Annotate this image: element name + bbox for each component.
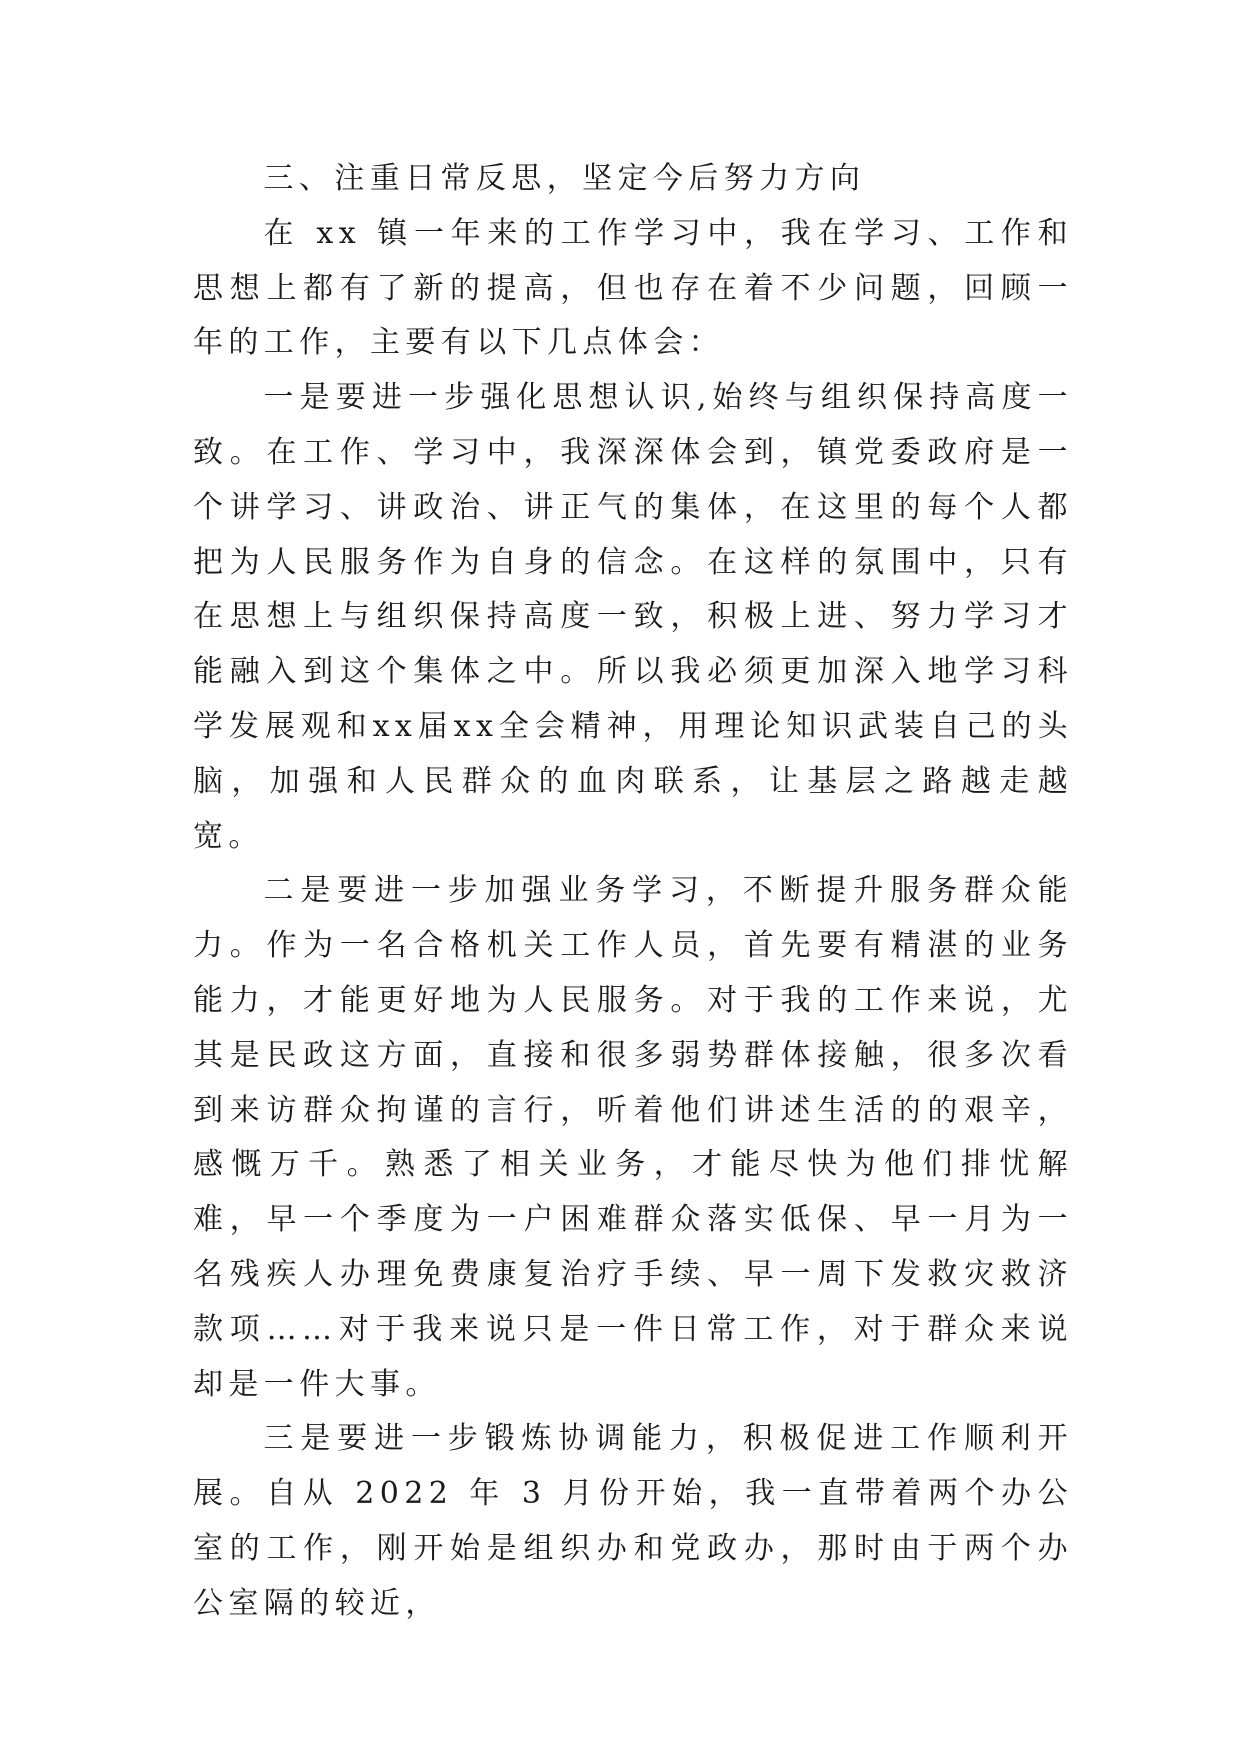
- paragraph-intro: 在 xx 镇一年来的工作学习中，我在学习、工作和思想上都有了新的提高，但也存在着不少问题，回顾一年的工作，主要有以下几点体会：: [193, 215, 1073, 361]
- paragraph-point-one: 一是要进一步强化思想认识,始终与组织保持高度一致。在工作、学习中，我深深体会到，镇党委政府是一个讲学习、讲政治、讲正气的集体，在这里的每个人都把为人民服务作为自身的信念。在这样的氛围中，只有在思想上与组织保持高度一致，积极上进、努力学习才能融入到这个集体之中。所以我必须更加深入地学习科学发展观和xx届xx全会精神，用理论知识武装自己的头脑，加强和人民群众的血肉联系，让基层之路越走越宽。: [193, 380, 1073, 854]
- document-body: [193, 152, 1073, 1632]
- section-heading: 三、注重日常反思，坚定今后努力方向: [263, 161, 866, 196]
- paragraph-point-two: 二是要进一步加强业务学习，不断提升服务群众能力。作为一名合格机关工作人员，首先要有精湛的业务能力，才能更好地为人民服务。对于我的工作来说，尤其是民政这方面，直接和很多弱势群体接触，很多次看到来访群众拘谨的言行，听着他们讲述生活的的艰辛，感慨万千。熟悉了相关业务，才能尽快为他们排忧解难，早一个季度为一户困难群众落实低保、早一月为一名残疾人办理免费康复治疗手续、早一周下发救灾救济款项……对于我来说只是一件日常工作，对于群众来说却是一件大事。: [193, 873, 1073, 1402]
- paragraph-point-three: 三是要进一步锻炼协调能力，积极促进工作顺利开展。自从 2022 年 3 月份开始，我一直带着两个办公室的工作，刚开始是组织办和党政办，那时由于两个办公室隔的较近，: [193, 1421, 1073, 1621]
